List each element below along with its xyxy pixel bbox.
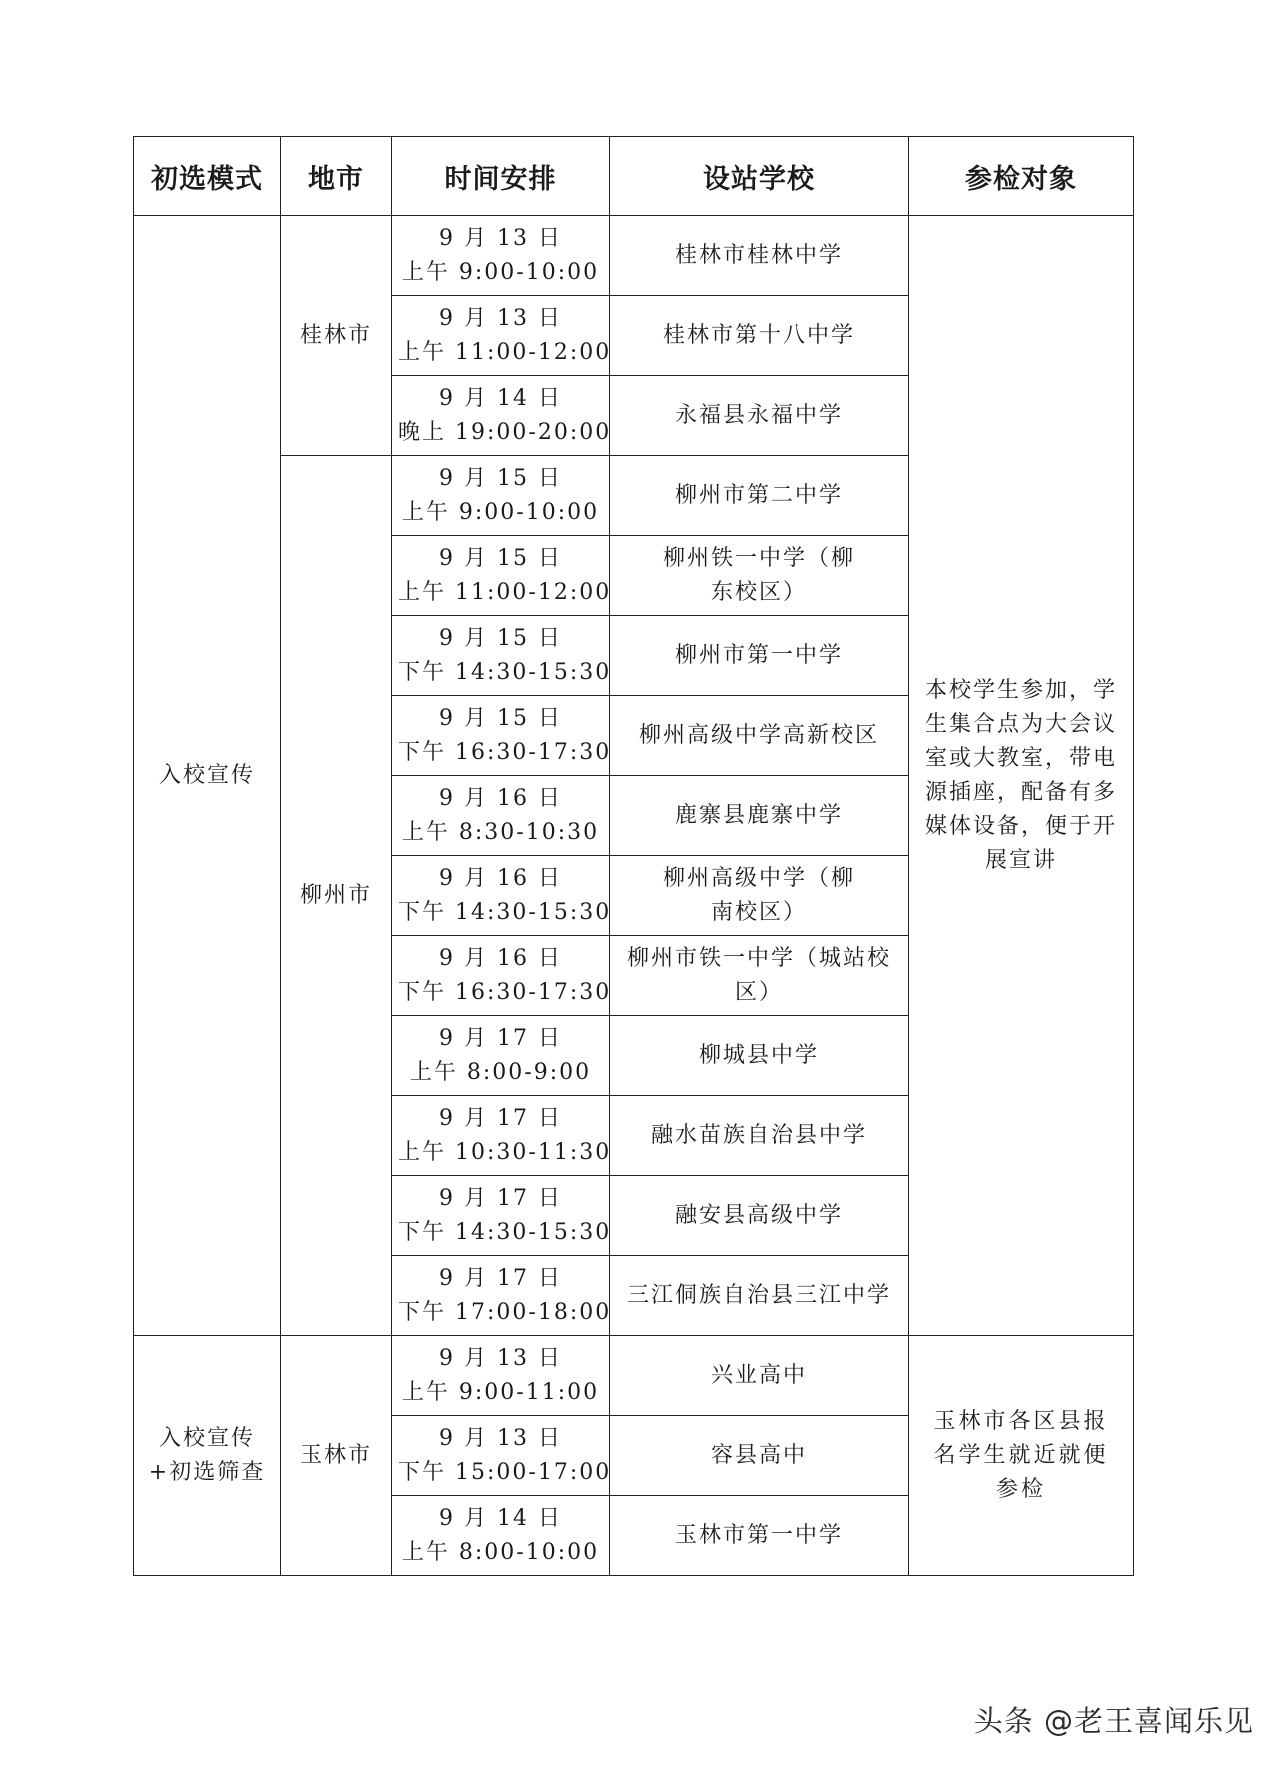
school-cell: 柳城县中学: [610, 1016, 909, 1096]
time-text: 上午 8:00-9:00: [409, 1059, 592, 1085]
header-mode: 初选模式: [134, 137, 281, 216]
header-city: 地市: [281, 137, 392, 216]
school-cell: 兴业高中: [610, 1336, 909, 1416]
school-cell: 桂林市第十八中学: [610, 296, 909, 376]
table-row: [134, 1336, 1134, 1416]
time-cell: [392, 936, 610, 1016]
time-cell: [392, 1496, 610, 1576]
time-text: 上午 9:00-10:00: [401, 259, 600, 285]
city-cell-guilin: 桂林市: [281, 216, 392, 456]
school-cell: 融水苗族自治县中学: [610, 1096, 909, 1176]
time-cell: [392, 616, 610, 696]
date-text: 9 月 15 日: [439, 465, 562, 491]
date-text: 9 月 15 日: [439, 705, 562, 731]
date-text: 9 月 17 日: [439, 1185, 562, 1211]
date-text: 9 月 13 日: [439, 305, 562, 331]
time-cell: [392, 1096, 610, 1176]
time-text: 上午 10:30-11:30: [398, 1139, 612, 1165]
date-text: 9 月 17 日: [439, 1105, 562, 1131]
time-cell: [392, 216, 610, 296]
school-cell: 柳州市铁一中学（城站校区）: [610, 936, 909, 1016]
time-cell: [392, 376, 610, 456]
mode-cell-1: 入校宣传: [134, 216, 281, 1336]
date-text: 9 月 13 日: [439, 1425, 562, 1451]
time-cell: [392, 296, 610, 376]
time-text: 上午 9:00-11:00: [401, 1379, 600, 1405]
date-text: 9 月 15 日: [439, 545, 562, 571]
date-text: 9 月 16 日: [439, 865, 562, 891]
date-text: 9 月 16 日: [439, 945, 562, 971]
time-text: 上午 11:00-12:00: [398, 339, 612, 365]
time-text: 上午 8:00-10:00: [401, 1539, 600, 1565]
city-cell-liuzhou: 柳州市: [281, 456, 392, 1336]
time-text: 下午 16:30-17:30: [398, 979, 612, 1005]
header-time: 时间安排: [392, 137, 610, 216]
time-cell: [392, 1416, 610, 1496]
date-text: 9 月 14 日: [439, 385, 562, 411]
date-text: 9 月 14 日: [439, 1505, 562, 1531]
school-cell: 鹿寨县鹿寨中学: [610, 776, 909, 856]
mode-cell-2: [134, 1336, 281, 1576]
school-cell: 玉林市第一中学: [610, 1496, 909, 1576]
time-text: 下午 17:00-18:00: [398, 1299, 612, 1325]
school-cell: 永福县永福中学: [610, 376, 909, 456]
target-cell-1: 本校学生参加，学生集合点为大会议室或大教室，带电源插座，配备有多媒体设备，便于开展宣讲: [909, 216, 1134, 1336]
time-text: 下午 14:30-15:30: [398, 659, 612, 685]
school-cell: 融安县高级中学: [610, 1176, 909, 1256]
time-cell: [392, 856, 610, 936]
date-text: 9 月 13 日: [439, 225, 562, 251]
schedule-table: [133, 136, 1134, 1576]
school-cell: [610, 856, 909, 936]
city-cell-yulin: 玉林市: [281, 1336, 392, 1576]
time-cell: [392, 696, 610, 776]
time-text: 上午 9:00-10:00: [401, 499, 600, 525]
time-cell: [392, 1176, 610, 1256]
date-text: 9 月 17 日: [439, 1025, 562, 1051]
time-cell: [392, 536, 610, 616]
school-cell: 三江侗族自治县三江中学: [610, 1256, 909, 1336]
time-text: 晚上 19:00-20:00: [398, 419, 612, 445]
school-cell: 桂林市桂林中学: [610, 216, 909, 296]
time-cell: [392, 1336, 610, 1416]
date-text: 9 月 13 日: [439, 1345, 562, 1371]
school-cell: 柳州市第二中学: [610, 456, 909, 536]
header-target: 参检对象: [909, 137, 1134, 216]
school-text: 柳州铁一中学（柳东校区）: [662, 545, 855, 605]
time-cell: [392, 1016, 610, 1096]
time-cell: [392, 456, 610, 536]
time-text: 上午 11:00-12:00: [398, 579, 612, 605]
time-cell: [392, 1256, 610, 1336]
school-cell: 柳州市第一中学: [610, 616, 909, 696]
date-text: 9 月 15 日: [439, 625, 562, 651]
time-text: 下午 15:00-17:00: [398, 1459, 612, 1485]
table-row: [134, 216, 1134, 296]
school-text: 柳州高级中学（柳南校区）: [662, 865, 855, 925]
watermark-text: 头条 @老王喜闻乐见: [973, 1704, 1254, 1738]
school-cell: 容县高中: [610, 1416, 909, 1496]
schedule-document: [133, 136, 1133, 1576]
mode-text-2: 入校宣传+初选筛查: [148, 1425, 266, 1485]
time-cell: [392, 776, 610, 856]
date-text: 9 月 17 日: [439, 1265, 562, 1291]
time-text: 下午 14:30-15:30: [398, 1219, 612, 1245]
date-text: 9 月 16 日: [439, 785, 562, 811]
header-row: [134, 137, 1134, 216]
time-text: 上午 8:30-10:30: [401, 819, 600, 845]
time-text: 下午 14:30-15:30: [398, 899, 612, 925]
header-school: 设站学校: [610, 137, 909, 216]
school-cell: 柳州高级中学高新校区: [610, 696, 909, 776]
target-cell-2: 玉林市各区县报名学生就近就便参检: [909, 1336, 1134, 1576]
school-cell: [610, 536, 909, 616]
time-text: 下午 16:30-17:30: [398, 739, 612, 765]
